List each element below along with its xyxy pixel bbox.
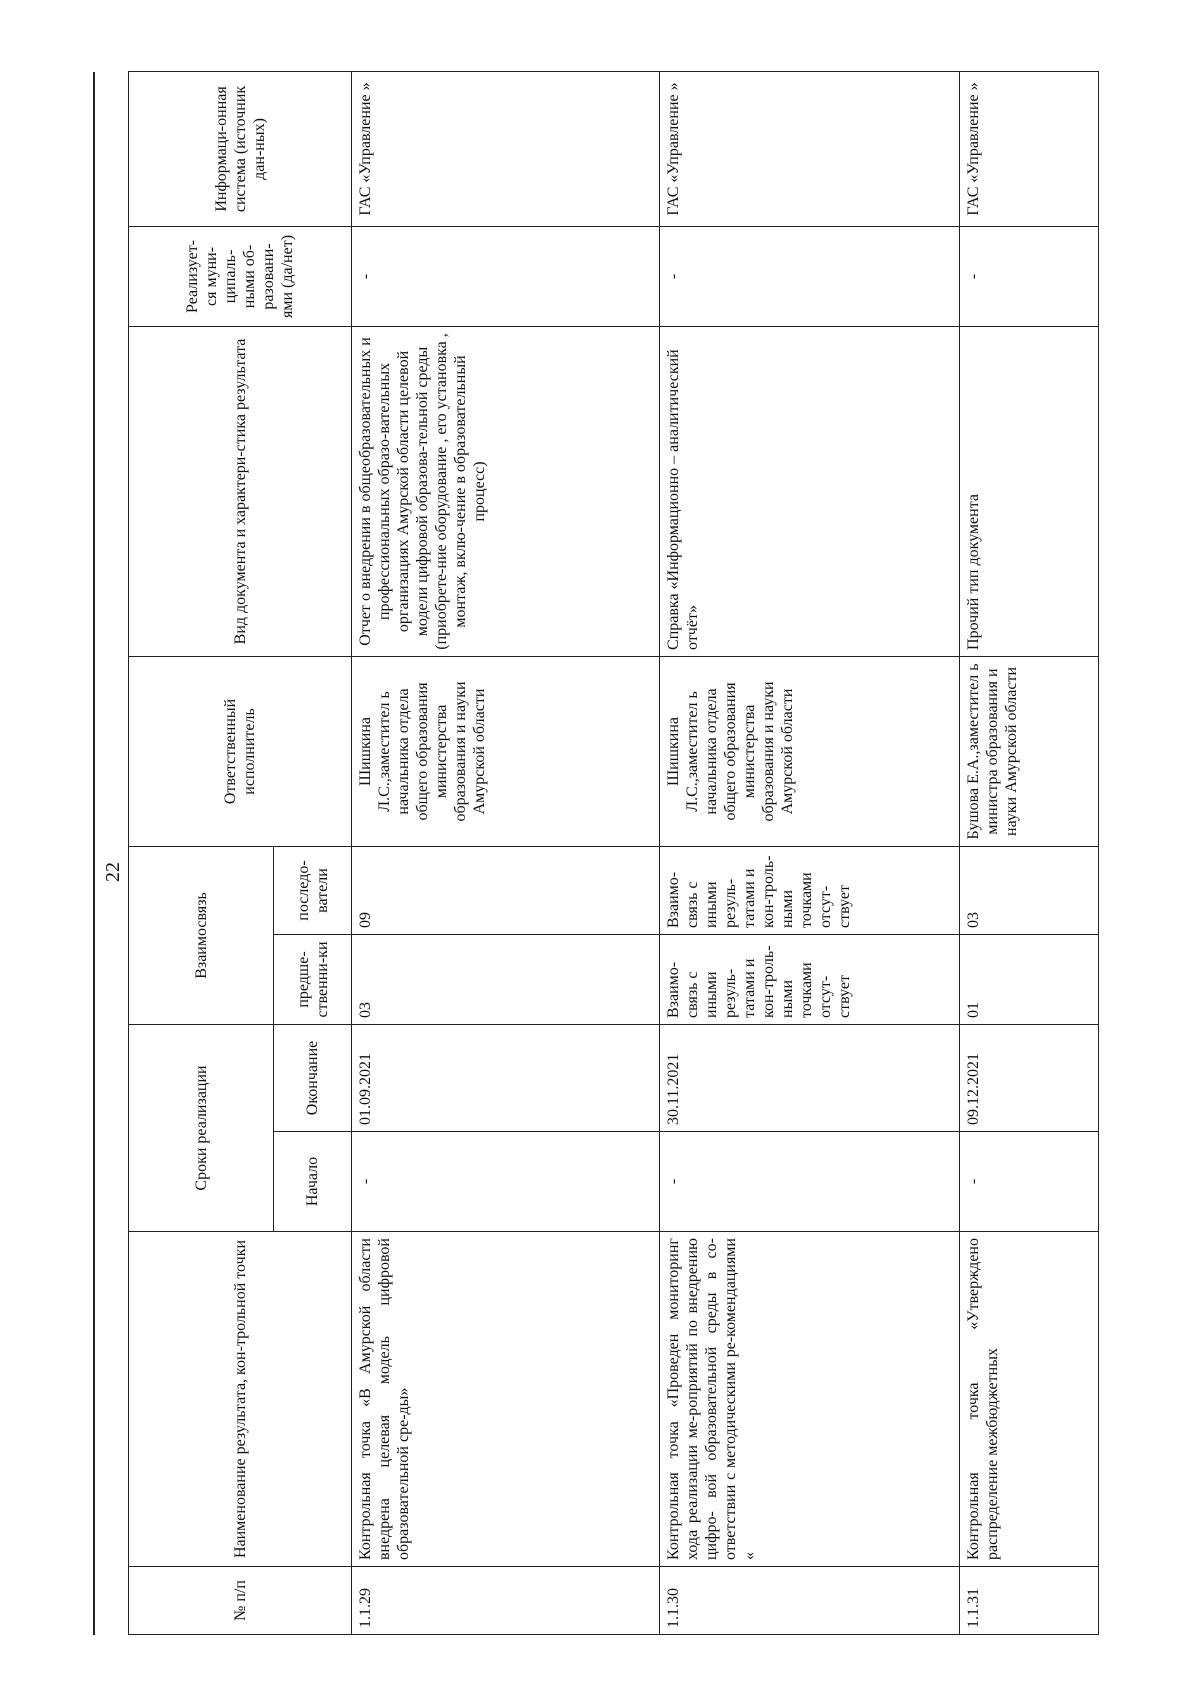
row-doc-type: Справка «Информационно – аналитический отчёт» bbox=[660, 326, 960, 656]
row-doc-type: Отчет о внедрении в общеобразовательных и профессиональных образо-вательных организациях Амурской области целевой модели цифровой образова-тельной среды (приобрете-ние оборудование , его установка , монтаж, вклю-чение в образовательный процесс) bbox=[352, 326, 660, 656]
row-municipal: - bbox=[960, 226, 1099, 326]
row-end: 09.12.2021 bbox=[960, 1024, 1099, 1131]
row-info-system: ГАС «Управление » bbox=[352, 71, 660, 226]
row-info-system: ГАС «Управление » bbox=[960, 71, 1099, 226]
row-number: 1.1.30 bbox=[660, 1567, 960, 1635]
row-start: - bbox=[960, 1132, 1099, 1232]
row-executor: Шишкина Л.С.,заместител ь начальника отдела общего образования министерства образования и науки Амурской области bbox=[660, 656, 960, 846]
header-successors: последо-ватели bbox=[274, 846, 352, 934]
header-relation: Взаимосвязь bbox=[129, 846, 274, 1024]
header-num: № п/п bbox=[129, 1567, 352, 1635]
page-margin-rule bbox=[93, 72, 95, 1635]
header-executor: Ответственный исполнитель bbox=[129, 656, 352, 846]
table-row bbox=[660, 71, 960, 1634]
row-successors: Взаимо-связь с иными резуль-татами и кон-троль-ными точками отсут-ствует bbox=[660, 846, 960, 934]
table-row bbox=[352, 71, 660, 1634]
header-municipal: Реализует-ся муни-ципаль-ными об-разовани-ями (да/нет) bbox=[129, 226, 352, 326]
row-end: 30.11.2021 bbox=[660, 1024, 960, 1131]
results-table bbox=[128, 71, 1099, 1635]
row-predecessors: Взаимо-связь с иными резуль-татами и кон-троль-ными точками отсут-ствует bbox=[660, 934, 960, 1024]
header-row-top bbox=[129, 71, 274, 1634]
row-doc-type: Прочий тип документа bbox=[960, 326, 1099, 656]
row-name: Контрольная точка «В Амурской области внедрена целевая модель цифровой образовательной сре-ды» bbox=[352, 1232, 660, 1567]
row-predecessors: 03 bbox=[352, 934, 660, 1024]
row-executor: Шишкина Л.С.,заместител ь начальника отдела общего образования министерства образования и науки Амурской области bbox=[352, 656, 660, 846]
header-dates: Сроки реализации bbox=[129, 1024, 274, 1231]
row-executor: Бушова Е.А.,заместител ь министра образования и науки Амурской области bbox=[960, 656, 1099, 846]
row-end: 01.09.2021 bbox=[352, 1024, 660, 1131]
row-name: Контрольная точка «Проведен мониторинг хода реализации ме-роприятий по внедрению цифро- вой образовательной среды в со-ответствии с методическими ре-комендациями « bbox=[660, 1232, 960, 1567]
header-start: Начало bbox=[274, 1132, 352, 1232]
row-predecessors: 01 bbox=[960, 934, 1099, 1024]
row-start: - bbox=[352, 1132, 660, 1232]
rotated-table-wrapper bbox=[128, 72, 1098, 1635]
row-info-system: ГАС «Управление » bbox=[660, 71, 960, 226]
row-number: 1.1.29 bbox=[352, 1567, 660, 1635]
page-number: 22 bbox=[102, 862, 124, 882]
header-end: Окончание bbox=[274, 1024, 352, 1131]
header-name: Наименование результата, кон-трольной точки bbox=[129, 1232, 352, 1567]
table-row bbox=[960, 71, 1099, 1634]
row-successors: 09 bbox=[352, 846, 660, 934]
row-municipal: - bbox=[660, 226, 960, 326]
header-predecessors: предше-ственни-ки bbox=[274, 934, 352, 1024]
header-info-system: Информаци-онная система (источник дан-ных) bbox=[129, 71, 352, 226]
row-number: 1.1.31 bbox=[960, 1567, 1099, 1635]
row-name: Контрольная точка «Утверждено распределение межбюджетных bbox=[960, 1232, 1099, 1567]
header-doc-type: Вид документа и характери-стика результата bbox=[129, 326, 352, 656]
row-municipal: - bbox=[352, 226, 660, 326]
row-successors: 03 bbox=[960, 846, 1099, 934]
row-start: - bbox=[660, 1132, 960, 1232]
